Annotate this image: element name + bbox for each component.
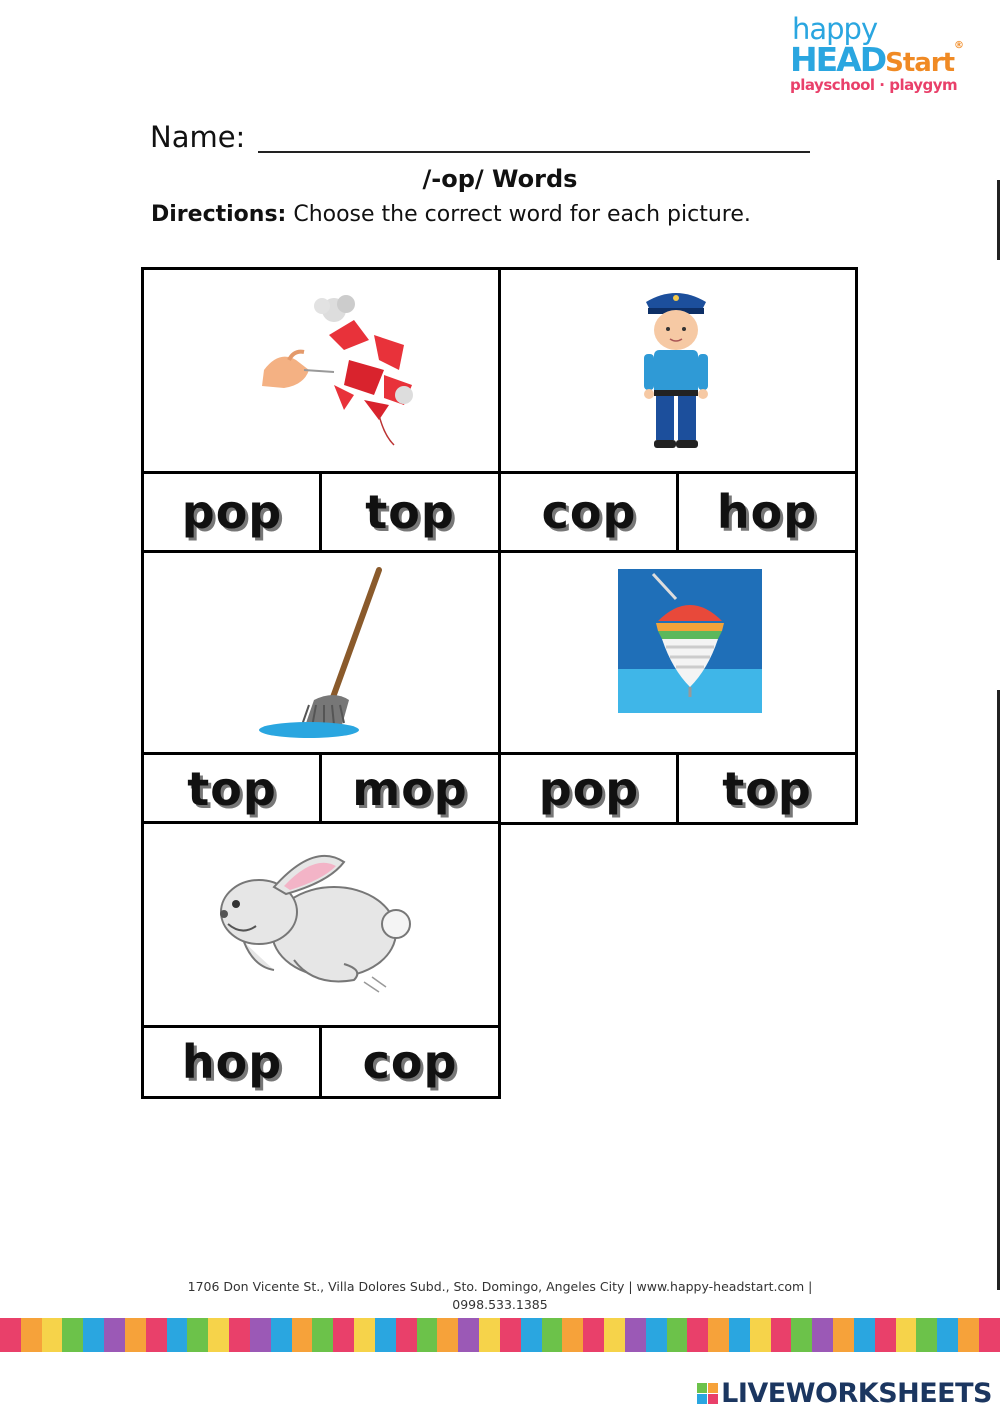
- picture-cell-4: [498, 550, 858, 756]
- liveworksheets-mark-icon: [697, 1383, 718, 1404]
- picture-cell-2: [498, 267, 858, 474]
- name-input-line[interactable]: [258, 151, 810, 153]
- word-option-3a[interactable]: top: [141, 752, 323, 825]
- balloon-pop-icon: [234, 290, 424, 450]
- picture-cell-5: [141, 821, 501, 1029]
- name-label: Name:: [150, 120, 246, 154]
- worksheet-title: /-op/ Words: [422, 165, 578, 193]
- police-officer-icon: [636, 284, 716, 454]
- picture-cell-1: [141, 267, 501, 474]
- word-option-1a[interactable]: pop: [141, 471, 323, 553]
- hopping-bunny-icon: [214, 842, 414, 1002]
- word-option-1b[interactable]: top: [319, 471, 501, 553]
- word-option-5a[interactable]: hop: [141, 1025, 323, 1099]
- word-option-2a[interactable]: cop: [498, 471, 680, 553]
- word-option-2b[interactable]: hop: [676, 471, 858, 553]
- footer-address: 1706 Don Vicente St., Villa Dolores Subd., Sto. Domingo, Angeles City | www.happy-headstart.com | 0998.533.1385: [187, 1279, 813, 1312]
- picture-cell-3: [141, 550, 501, 756]
- word-option-4b[interactable]: top: [676, 752, 858, 825]
- word-option-5b[interactable]: cop: [319, 1025, 501, 1099]
- mop-icon: [254, 565, 404, 745]
- directions: Directions: Choose the correct word for each picture.: [151, 202, 751, 227]
- word-option-3b[interactable]: mop: [319, 752, 501, 825]
- spinning-top-icon: [618, 569, 762, 713]
- decorative-stripes: [0, 1318, 1000, 1352]
- logo-line3: playschool · playgym: [790, 76, 958, 94]
- logo-line1: happy: [792, 12, 878, 46]
- word-option-4a[interactable]: pop: [498, 752, 680, 825]
- happy-headstart-logo: [788, 12, 988, 102]
- liveworksheets-logo: LIVEWORKSHEETS: [697, 1378, 992, 1409]
- logo-line2: HEADStart®: [790, 40, 963, 79]
